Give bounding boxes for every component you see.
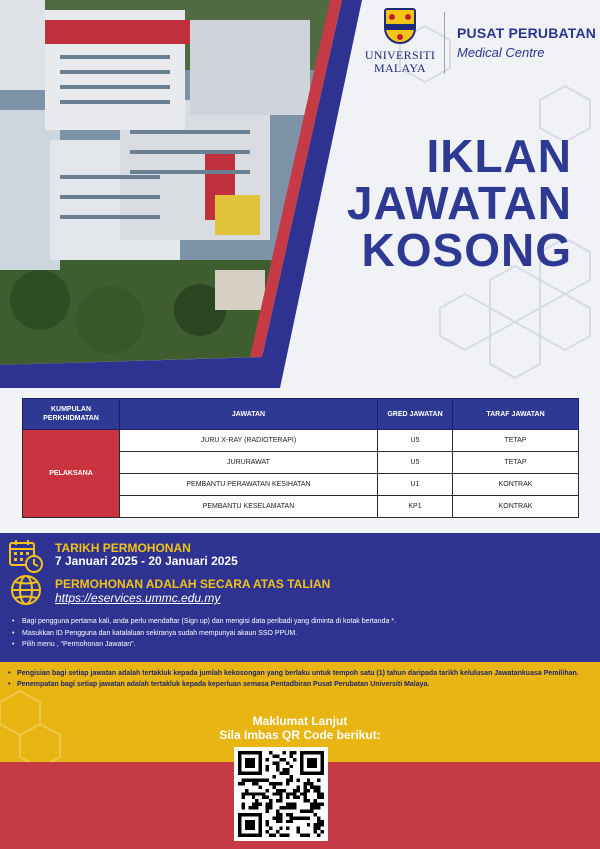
- service-group-cell: PELAKSANA: [23, 430, 120, 518]
- position-cell: PEMBANTU KESELAMATAN: [120, 496, 378, 518]
- instruction-item: • Masukkan ID Pengguna dan katalaluan sekiranya sudah mempunyai akaun SSO PPUM.: [12, 628, 592, 640]
- calendar-clock-icon: [8, 538, 44, 574]
- grade-cell: U5: [378, 452, 453, 474]
- scan-qr-instruction: Sila Imbas QR Code berikut:: [219, 728, 381, 742]
- headline-line-2: JAWATAN: [346, 177, 572, 229]
- globe-icon: [8, 572, 44, 608]
- status-cell: KONTRAK: [453, 496, 579, 518]
- instruction-list: [12, 616, 592, 651]
- table-row: [23, 430, 579, 452]
- header-service-group: KUMPULAN PERKHIDMATAN: [23, 399, 120, 430]
- grade-cell: U1: [378, 474, 453, 496]
- position-cell: PEMBANTU PERAWATAN KESIHATAN: [120, 474, 378, 496]
- online-application-title: PERMOHONAN ADALAH SECARA ATAS TALIAN: [55, 577, 331, 591]
- headline-line-3: KOSONG: [361, 224, 572, 276]
- grade-cell: KP1: [378, 496, 453, 518]
- instruction-item: • Pilih menu , "Permohonan Jawatan".: [12, 639, 592, 651]
- qr-code-image: [238, 751, 324, 837]
- grade-cell: U5: [378, 430, 453, 452]
- note-item: • Pengisian bagi setiap jawatan adalah tertakluk kepada jumlah kekosongan yang berlaku untuk tempoh satu (1) tahun daripada tarikh kelulusan Jawatankuasa Pemilihan.: [8, 668, 583, 679]
- centre-title: PUSAT PERUBATAN: [457, 25, 597, 41]
- logo-divider: [444, 12, 445, 74]
- header-grade: GRED JAWATAN: [378, 399, 453, 430]
- headline: [346, 130, 572, 276]
- vacancy-table: [22, 398, 579, 518]
- note-item: • Penempatan bagi setiap jawatan adalah tertakluk kepada keperluan semasa Pentadbiran Pusat Perubatan Universiti Malaya.: [8, 679, 583, 690]
- status-cell: TETAP: [453, 430, 579, 452]
- hero-section: [0, 0, 600, 388]
- university-logo: [360, 8, 440, 86]
- status-cell: TETAP: [453, 452, 579, 474]
- crest-icon: [384, 8, 416, 44]
- table-header-row: [23, 399, 579, 430]
- university-name: UNIVERSITI MALAYA: [364, 48, 436, 75]
- position-cell: JURURAWAT: [120, 452, 378, 474]
- header-position: JAWATAN: [120, 399, 378, 430]
- notes-list: [8, 668, 583, 690]
- qr-code[interactable]: [234, 747, 328, 841]
- application-date-range: 7 Januari 2025 - 20 Januari 2025: [55, 554, 238, 568]
- headline-line-1: IKLAN: [426, 130, 572, 182]
- application-url-link[interactable]: https://eservices.ummc.edu.my: [55, 591, 221, 605]
- more-info-heading: Maklumat Lanjut: [252, 714, 348, 728]
- instruction-item: • Bagi pengguna pertama kali, anda perlu mendaftar (Sign up) dan mengisi data peribadi yang diminta di kotak bertanda *.: [12, 616, 592, 628]
- status-cell: KONTRAK: [453, 474, 579, 496]
- header-status: TARAF JAWATAN: [453, 399, 579, 430]
- application-date-title: TARIKH PERMOHONAN: [55, 541, 191, 555]
- centre-subtitle: Medical Centre: [457, 45, 545, 60]
- position-cell: JURU X-RAY (RADIOTERAPI): [120, 430, 378, 452]
